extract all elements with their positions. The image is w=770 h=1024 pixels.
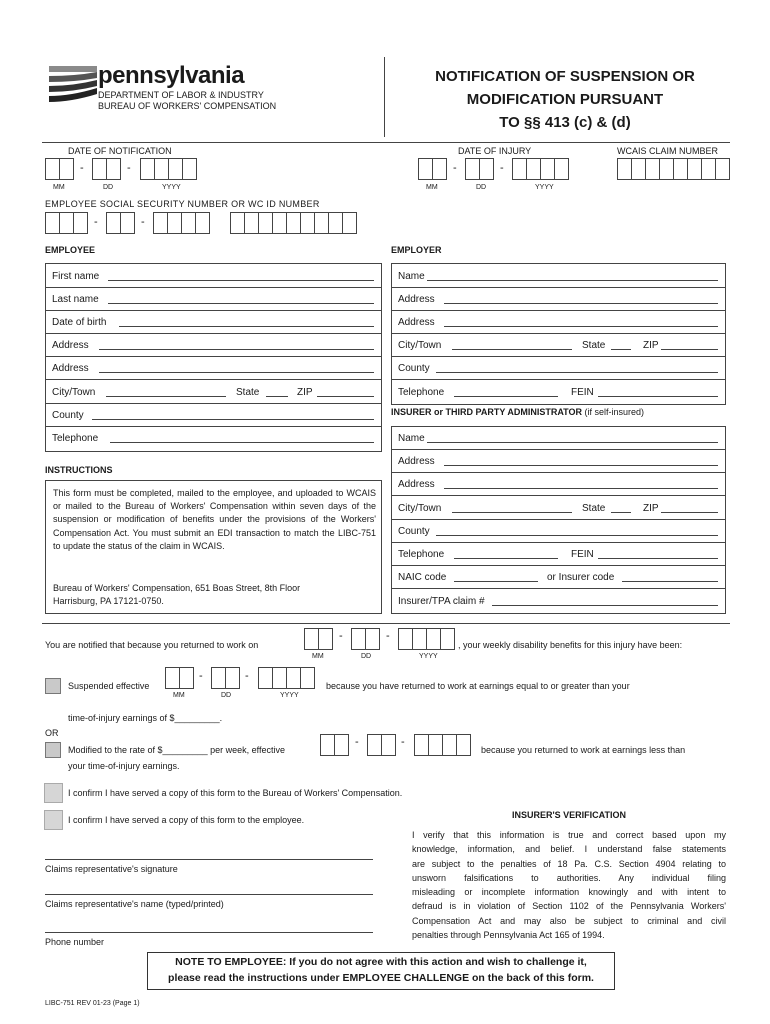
confirm-bureau-text: I confirm I have served a copy of this form to the Bureau of Workers' Compensation. [68,788,403,798]
employer-name-input[interactable] [427,280,718,281]
modified-month-input[interactable] [320,734,349,756]
injury-year-input[interactable] [512,158,569,180]
verification-line: knowledge, information, and belief. I understand false statements [412,844,726,855]
employee-heading: EMPLOYEE [45,245,96,255]
dash: - [80,162,84,174]
form-title-line1: NOTIFICATION OF SUSPENSION OR [435,68,695,85]
form-title-line3: TO §§ 413 (c) & (d) [499,114,631,131]
instructions-heading: INSTRUCTIONS [45,465,113,475]
claims-signature-label: Claims representative's signature [45,864,178,874]
suspended-day-input[interactable] [211,667,240,689]
date-of-notification-label: DATE OF NOTIFICATION [68,146,172,156]
verification-heading: INSURER'S VERIFICATION [512,810,626,820]
return-day-input[interactable] [351,628,380,650]
verification-line: misleading or incomplete information knowingly and with intent to [412,887,726,898]
employer-city-input[interactable] [452,349,572,350]
employer-fein-label: FEIN [571,387,594,398]
modified-checkbox[interactable] [45,742,61,758]
signature-line[interactable] [45,859,373,860]
employee-county-label: County [52,410,84,421]
insurer-zip-input[interactable] [661,512,718,513]
verification-line: I verify that this information is true and correct based upon my [412,830,726,840]
employee-section [45,263,382,452]
dash: - [245,670,249,682]
dash: - [453,162,457,174]
insurer-state-input[interactable] [611,512,631,513]
mm-label: MM [312,653,324,660]
insurer-code-label: or Insurer code [547,572,615,583]
modified-year-input[interactable] [414,734,471,756]
tpa-claim-label: Insurer/TPA claim # [398,596,485,607]
employee-address1-input[interactable] [99,349,374,350]
dash: - [127,162,131,174]
employee-state-label: State [236,387,260,398]
last-name-label: Last name [52,294,99,305]
insurer-fein-input[interactable] [598,558,718,559]
employer-section [391,263,726,405]
employer-county-input[interactable] [436,372,718,373]
modified-line2-text: your time-of-injury earnings. [68,761,180,771]
yyyy-label: YYYY [535,184,554,191]
dob-label: Date of birth [52,317,107,328]
dash: - [94,216,98,228]
employer-zip-label: ZIP [643,340,659,351]
confirm-employee-checkbox[interactable] [44,810,63,830]
modified-day-input[interactable] [367,734,396,756]
return-year-input[interactable] [398,628,455,650]
employer-fein-input[interactable] [598,396,718,397]
returned-to-work-text: You are notified that because you returned to work on [45,640,259,650]
insurer-address1-input[interactable] [444,465,718,466]
keystone-logo-icon [45,62,100,110]
employer-address2-label: Address [398,317,435,328]
notification-year-input[interactable] [140,158,197,180]
insurer-zip-label: ZIP [643,503,659,514]
phone-number-label: Phone number [45,937,105,947]
suspended-effective-label: Suspended effective [68,681,150,691]
instructions-address-line2: Harrisburg, PA 17121-0750. [53,596,164,606]
employee-county-input[interactable] [92,419,374,420]
employee-address2-label: Address [52,363,89,374]
dash: - [199,670,203,682]
verification-line: penalties through Pennsylvania Act 165 of 1994. [412,930,605,941]
dob-input[interactable] [119,326,374,327]
instructions-address-line1: Bureau of Workers' Compensation, 651 Boas Street, 8th Floor [53,583,301,593]
insurer-state-label: State [582,503,606,514]
dept-line2: BUREAU OF WORKERS' COMPENSATION [98,101,277,111]
first-name-input[interactable] [108,280,374,281]
notification-day-input[interactable] [92,158,121,180]
header-rule [42,142,730,143]
insurer-county-label: County [398,526,430,537]
note-line1: NOTE TO EMPLOYEE: If you do not agree with this action and wish to challenge it, [175,956,587,968]
modified-rate-label: Modified to the rate of $_________ per week, effective [68,745,285,755]
employee-address2-input[interactable] [99,372,374,373]
insurer-address2-input[interactable] [444,488,718,489]
dash: - [355,736,359,748]
employer-county-label: County [398,363,430,374]
insurer-section [391,426,726,614]
dash: - [386,630,390,642]
insurer-code-input[interactable] [622,581,718,582]
date-of-injury-label: DATE OF INJURY [458,146,532,156]
employer-state-label: State [582,340,606,351]
employee-zip-input[interactable] [317,396,374,397]
section-rule [42,623,730,624]
insurer-county-input[interactable] [436,535,718,536]
ssn-part1-input[interactable] [45,212,88,234]
naic-code-label: NAIC code [398,572,447,583]
weekly-benefits-text: , your weekly disability benefits for this injury have been: [458,640,683,650]
suspended-year-input[interactable] [258,667,315,689]
employee-telephone-label: Telephone [52,433,99,444]
phone-line[interactable] [45,932,373,933]
wc-id-input[interactable] [230,212,357,234]
employee-telephone-input[interactable] [110,442,374,443]
employee-city-input[interactable] [106,396,226,397]
mm-label: MM [53,184,65,191]
employee-city-label: City/Town [52,387,96,398]
ssn-part2-input[interactable] [106,212,135,234]
employer-zip-input[interactable] [661,349,718,350]
return-month-input[interactable] [304,628,333,650]
employer-city-label: City/Town [398,340,442,351]
tpa-claim-input[interactable] [492,605,718,606]
dept-line1: DEPARTMENT OF LABOR & INDUSTRY [98,90,264,100]
first-name-label: First name [52,271,100,282]
yyyy-label: YYYY [280,692,299,699]
mm-label: MM [426,184,438,191]
insurer-telephone-label: Telephone [398,549,445,560]
employer-telephone-label: Telephone [398,387,445,398]
last-name-input[interactable] [108,303,374,304]
verification-line: are subject to the penalties of 18 Pa. C.S. Section 4904 relating to [412,858,726,869]
dd-label: DD [103,184,114,191]
employer-name-label: Name [398,271,425,282]
employee-zip-label: ZIP [297,387,313,398]
modified-reason-text: because you returned to work at earnings less than [481,745,686,755]
verification-line: Compensation Act and may also be subject to criminal and civil [412,915,726,926]
injury-day-input[interactable] [465,158,494,180]
employer-address1-input[interactable] [444,303,718,304]
dd-label: DD [361,653,372,660]
header-divider [384,57,385,137]
suspended-checkbox[interactable] [45,678,61,694]
yyyy-label: YYYY [419,653,438,660]
insurer-heading-suffix: (if self-insured) [582,407,645,417]
dd-label: DD [221,692,232,699]
ssn-part3-input[interactable] [153,212,210,234]
confirm-bureau-checkbox[interactable] [44,783,63,803]
employer-address1-label: Address [398,294,435,305]
suspended-month-input[interactable] [165,667,194,689]
insurer-name-input[interactable] [427,442,718,443]
claims-name-label: Claims representative's name (typed/printed) [45,899,224,909]
suspended-reason-text: because you have returned to work at earnings equal to or greater than your [326,681,630,691]
employer-heading: EMPLOYER [391,245,442,255]
verification-line: defraud is in violation of Section 1102 of the Pennsylvania Workers' [412,901,726,912]
insurer-heading: INSURER or THIRD PARTY ADMINISTRATOR [391,407,583,417]
form-title-line2: MODIFICATION PURSUANT [466,91,664,108]
employer-telephone-input[interactable] [454,396,558,397]
yyyy-label: YYYY [162,184,181,191]
naic-code-input[interactable] [454,581,538,582]
insurer-address2-label: Address [398,479,435,490]
form-id: LIBC-751 REV 01-23 (Page 1) [45,1000,140,1007]
instructions-para1: This form must be completed, mailed to the employee, and uploaded to WCAIS or mailed to the Bureau of Workers' Compensation within seven days of the suspension or modification of benefits under the provisions of the Workers' Compensation Act. You must submit an EDI transaction to match the LIBC-751 to update the status of the claim in WCAIS. [53,488,376,551]
dash: - [339,630,343,642]
injury-month-input[interactable] [418,158,447,180]
insurer-heading-wrap [391,407,644,417]
insurer-city-input[interactable] [452,512,572,513]
verification-line: unsworn falsifications to authorities. Any individual filing [412,872,726,883]
dash: - [500,162,504,174]
pa-logo [45,62,100,110]
brand-name: pennsylvania [98,62,245,89]
dash: - [401,736,405,748]
employee-state-input[interactable] [266,396,288,397]
mm-label: MM [173,692,185,699]
insurer-address1-label: Address [398,456,435,467]
time-of-injury-earnings-text: time-of-injury earnings of $_________. [68,713,223,723]
employee-address1-label: Address [52,340,89,351]
insurer-fein-label: FEIN [571,549,594,560]
ssn-label: EMPLOYEE SOCIAL SECURITY NUMBER OR WC ID NUMBER [45,199,320,209]
wcais-claim-label: WCAIS CLAIM NUMBER [617,146,719,156]
confirm-employee-text: I confirm I have served a copy of this form to the employee. [68,815,305,825]
claims-name-line[interactable] [45,894,373,895]
insurer-city-label: City/Town [398,503,442,514]
employer-address2-input[interactable] [444,326,718,327]
wcais-claim-input[interactable] [617,158,730,180]
insurer-telephone-input[interactable] [454,558,558,559]
verification-text [412,828,726,942]
or-separator: OR [45,728,59,738]
note-line2: please read the instructions under EMPLOYEE CHALLENGE on the back of this form. [168,972,594,984]
insurer-name-label: Name [398,433,425,444]
notification-month-input[interactable] [45,158,74,180]
dd-label: DD [476,184,487,191]
employer-state-input[interactable] [611,349,631,350]
dash: - [141,216,145,228]
